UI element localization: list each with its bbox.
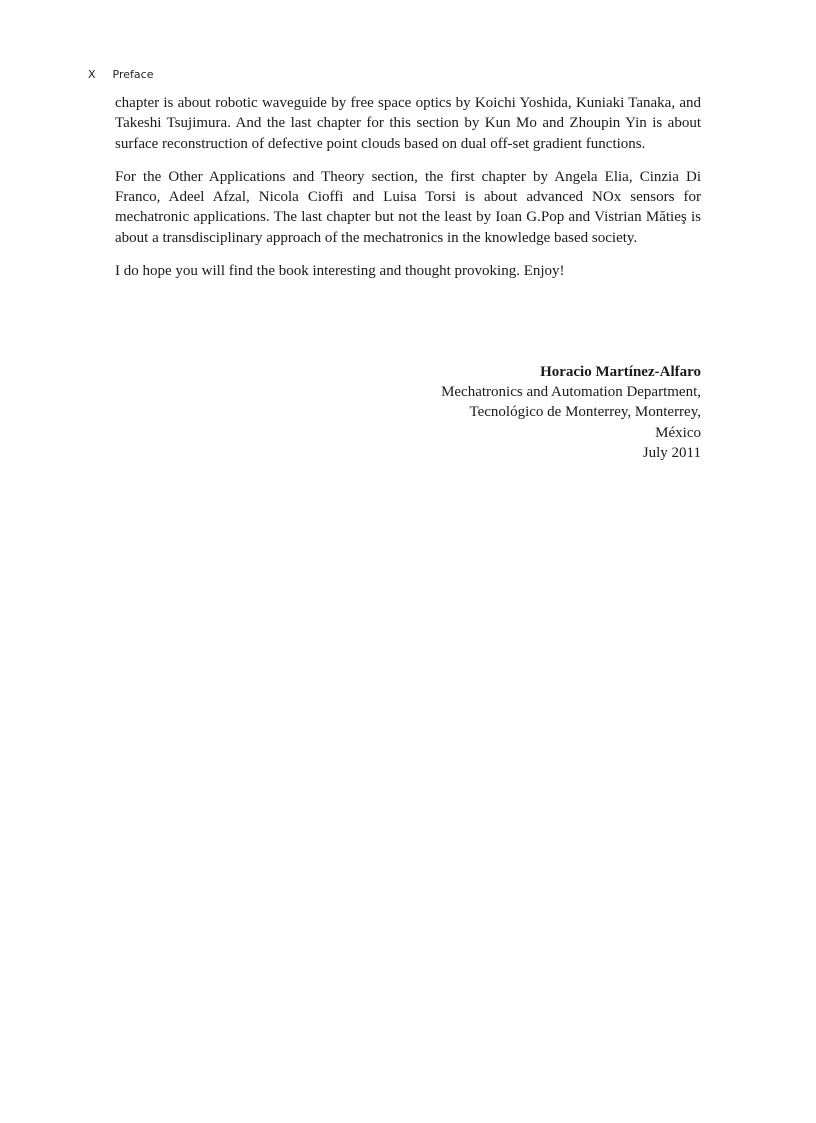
author-institution: Tecnológico de Monterrey, Monterrey, [469, 404, 701, 421]
author-name: Horacio Martínez-Alfaro [540, 364, 701, 380]
signature-block [441, 362, 701, 463]
page-number: X [88, 68, 96, 81]
signature-date: July 2011 [642, 444, 701, 461]
paragraph-2: For the Other Applications and Theory section, the first chapter by Angela Elia, Cinzia Di Franco, Adeel Afzal, Nicola Cioffi and Luisa Torsi is about advanced NOx sensors for mechatronic applications. The last chapter but not the least by Ioan G.Pop and Vistrian Mătieş is about a transdisciplinary approach of the mechatronics in the knowledge based society. [115, 168, 701, 246]
paragraph-3: I do hope you will find the book interesting and thought provoking. Enjoy! [115, 263, 565, 280]
preface-body [115, 93, 701, 294]
paragraph-1: chapter is about robotic waveguide by free space optics by Koichi Yoshida, Kuniaki Tanaka, and Takeshi Tsujimura. And the last chapter for this section by Kun Mo and Zhoupin Yin is about surface reconstruction of defective point clouds based on dual off-set gradient functions. [115, 95, 701, 152]
running-header [88, 68, 153, 81]
author-department: Mechatronics and Automation Department, [441, 384, 701, 401]
author-country: México [655, 424, 701, 441]
running-header-title: Preface [112, 68, 154, 81]
